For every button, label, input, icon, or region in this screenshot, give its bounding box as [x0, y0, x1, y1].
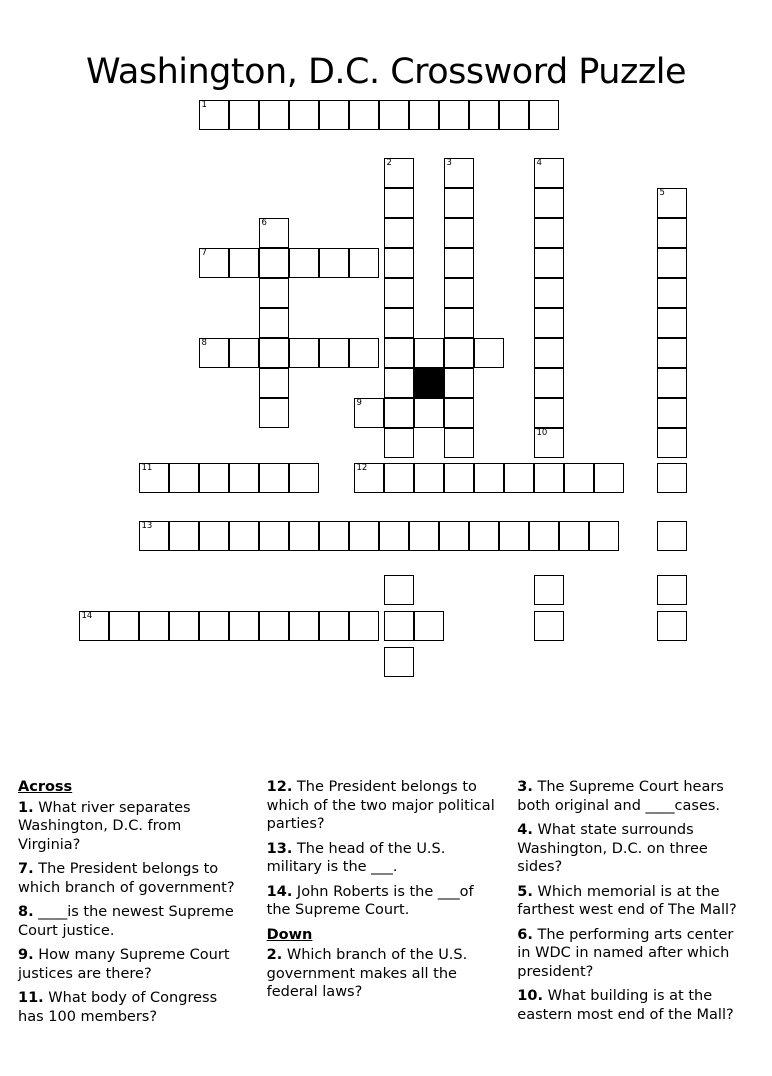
grid-cell[interactable]: [289, 463, 319, 493]
grid-cell[interactable]: [259, 521, 289, 551]
grid-cell[interactable]: [444, 338, 474, 368]
clue-text: Which branch of the U.S. government makes all the federal laws?: [266, 947, 468, 1000]
grid-cell[interactable]: [534, 398, 564, 428]
grid-cell[interactable]: [199, 463, 229, 493]
clue-text: The President belongs to which of the two major political parties?: [266, 779, 495, 832]
clue-number: 1.: [18, 799, 34, 816]
grid-cell[interactable]: [534, 188, 564, 218]
grid-cell[interactable]: [229, 463, 259, 493]
grid-cell[interactable]: [534, 611, 564, 641]
grid-cell[interactable]: [259, 463, 289, 493]
grid-cell[interactable]: [384, 338, 414, 368]
grid-cell[interactable]: [534, 278, 564, 308]
grid-cell[interactable]: [199, 248, 229, 278]
clue-text: How many Supreme Court justices are there?: [18, 947, 230, 982]
clue-text: The Supreme Court hears both original and ____cases.: [517, 779, 724, 814]
down-heading: Down: [266, 926, 313, 943]
clue-text: What building is at the eastern most end of the Mall?: [517, 988, 734, 1023]
grid-cell[interactable]: [289, 521, 319, 551]
clue-item: [517, 778, 748, 815]
grid-cell[interactable]: [444, 368, 474, 398]
cell-number: 8: [201, 338, 207, 348]
cell-number: 5: [659, 188, 665, 198]
grid-cell[interactable]: [384, 158, 414, 188]
grid-cell[interactable]: [439, 521, 469, 551]
grid-cell[interactable]: [474, 463, 504, 493]
grid-cell[interactable]: [657, 398, 687, 428]
clue-item: [517, 987, 748, 1024]
grid-cell[interactable]: [384, 308, 414, 338]
grid-cell[interactable]: [259, 218, 289, 248]
clue-number: 5.: [517, 883, 533, 900]
grid-cell[interactable]: [657, 521, 687, 551]
grid-cell[interactable]: [444, 248, 474, 278]
grid-cell[interactable]: [229, 521, 259, 551]
grid-cell[interactable]: [384, 248, 414, 278]
clue-text: The performing arts center in WDC in named after which president?: [517, 926, 734, 980]
grid-cell[interactable]: [414, 338, 444, 368]
crossword-grid: [0, 100, 772, 700]
clue-item: [18, 989, 247, 1026]
grid-cell[interactable]: [444, 463, 474, 493]
grid-cell[interactable]: [199, 100, 229, 130]
grid-cell[interactable]: [384, 428, 414, 458]
grid-cell[interactable]: [414, 611, 444, 641]
grid-cell[interactable]: [529, 100, 559, 130]
grid-cell[interactable]: [444, 398, 474, 428]
grid-cell[interactable]: [504, 463, 534, 493]
grid-cell[interactable]: [289, 611, 319, 641]
grid-cell[interactable]: [409, 521, 439, 551]
clue-number: 9.: [18, 947, 34, 963]
grid-cell[interactable]: [169, 521, 199, 551]
grid-cell[interactable]: [139, 463, 169, 493]
grid-cell[interactable]: [444, 308, 474, 338]
clue-number: 2.: [266, 947, 283, 963]
grid-cell[interactable]: [379, 100, 409, 130]
cell-number: 10: [536, 428, 548, 438]
grid-cell[interactable]: [534, 463, 564, 493]
grid-cell[interactable]: [319, 100, 349, 130]
grid-cell[interactable]: [354, 398, 384, 428]
grid-cell[interactable]: [384, 463, 414, 493]
grid-cell[interactable]: [289, 248, 319, 278]
clue-item: [18, 903, 247, 940]
cell-number: 3: [446, 158, 452, 168]
grid-cell[interactable]: [474, 338, 504, 368]
clues-column-3: [511, 778, 762, 1076]
grid-cell[interactable]: [139, 611, 169, 641]
grid-cell[interactable]: [384, 368, 414, 398]
clue-text: Which memorial is at the farthest west end of The Mall?: [517, 883, 737, 918]
grid-cell[interactable]: [319, 611, 349, 641]
grid-cell[interactable]: [589, 521, 619, 551]
clue-number: 3.: [517, 779, 533, 795]
cell-number: 6: [261, 218, 267, 228]
cell-number: 12: [356, 463, 368, 473]
grid-cell[interactable]: [414, 398, 444, 428]
grid-cell[interactable]: [534, 428, 564, 458]
clue-text: The President belongs to which branch of government?: [18, 861, 235, 896]
clue-number: 14.: [266, 883, 293, 900]
grid-cell[interactable]: [259, 100, 289, 130]
cell-number: 13: [141, 521, 153, 531]
cell-number: 4: [536, 158, 542, 168]
grid-cell[interactable]: [229, 338, 259, 368]
clues-section: [0, 778, 772, 1076]
grid-block: [414, 368, 444, 398]
grid-cell[interactable]: [199, 338, 229, 368]
grid-cell[interactable]: [657, 248, 687, 278]
grid-cell[interactable]: [349, 100, 379, 130]
grid-cell[interactable]: [594, 463, 624, 493]
cell-number: 2: [386, 158, 392, 168]
grid-cell[interactable]: [384, 647, 414, 677]
clue-item: [18, 860, 247, 897]
grid-cell[interactable]: [384, 398, 414, 428]
grid-cell[interactable]: [259, 338, 289, 368]
clue-item: [267, 946, 498, 1002]
clue-item: [267, 883, 498, 920]
clue-number: 11.: [18, 990, 44, 1006]
grid-cell[interactable]: [657, 218, 687, 248]
grid-cell[interactable]: [259, 611, 289, 641]
grid-cell[interactable]: [409, 100, 439, 130]
grid-cell[interactable]: [444, 188, 474, 218]
grid-cell[interactable]: [289, 338, 319, 368]
clue-text: John Roberts is the ___of the Supreme Court.: [266, 883, 474, 918]
grid-cell[interactable]: [349, 248, 379, 278]
cell-number: 7: [201, 248, 207, 258]
grid-cell[interactable]: [564, 463, 594, 493]
grid-cell[interactable]: [499, 100, 529, 130]
grid-cell[interactable]: [529, 521, 559, 551]
grid-cell[interactable]: [657, 611, 687, 641]
grid-cell[interactable]: [319, 338, 349, 368]
clue-item: [517, 926, 748, 982]
grid-cell[interactable]: [657, 368, 687, 398]
grid-cell[interactable]: [349, 521, 379, 551]
grid-cell[interactable]: [199, 521, 229, 551]
grid-cell[interactable]: [444, 278, 474, 308]
grid-cell[interactable]: [349, 611, 379, 641]
grid-cell[interactable]: [444, 428, 474, 458]
clues-column-2: [261, 778, 512, 1076]
clue-item: [517, 821, 748, 877]
grid-cell[interactable]: [534, 338, 564, 368]
grid-cell[interactable]: [259, 308, 289, 338]
clue-number: 7.: [18, 861, 34, 877]
clue-item: [267, 778, 498, 834]
grid-cell[interactable]: [229, 100, 259, 130]
grid-cell[interactable]: [199, 611, 229, 641]
grid-cell[interactable]: [259, 248, 289, 278]
grid-cell[interactable]: [169, 463, 199, 493]
grid-cell[interactable]: [229, 611, 259, 641]
grid-cell[interactable]: [384, 611, 414, 641]
grid-cell[interactable]: [109, 611, 139, 641]
clue-text: What state surrounds Washington, D.C. on three sides?: [517, 822, 708, 875]
cell-number: 9: [356, 398, 362, 408]
grid-cell[interactable]: [559, 521, 589, 551]
grid-cell[interactable]: [79, 611, 109, 641]
grid-cell[interactable]: [534, 248, 564, 278]
cell-number: 1: [201, 100, 207, 110]
grid-cell[interactable]: [349, 338, 379, 368]
grid-cell[interactable]: [319, 521, 349, 551]
cell-number: 11: [141, 463, 153, 473]
grid-cell[interactable]: [657, 428, 687, 458]
across-heading: Across: [18, 779, 73, 795]
page-title: Washington, D.C. Crossword Puzzle: [86, 52, 686, 92]
clue-number: 8.: [18, 904, 34, 920]
grid-cell[interactable]: [657, 308, 687, 338]
clue-item: [517, 883, 748, 920]
grid-cell[interactable]: [657, 188, 687, 218]
grid-cell[interactable]: [499, 521, 529, 551]
grid-cell[interactable]: [534, 368, 564, 398]
grid-cell[interactable]: [229, 248, 259, 278]
grid-cell[interactable]: [139, 521, 169, 551]
grid-cell[interactable]: [439, 100, 469, 130]
clue-number: 6.: [517, 926, 533, 943]
grid-cell[interactable]: [534, 308, 564, 338]
grid-cell[interactable]: [289, 100, 319, 130]
grid-cell[interactable]: [534, 218, 564, 248]
clue-text: What river separates Washington, D.C. from Virginia?: [18, 799, 191, 853]
grid-cell[interactable]: [657, 463, 687, 493]
grid-cell[interactable]: [657, 278, 687, 308]
grid-cell[interactable]: [414, 463, 444, 493]
grid-cell[interactable]: [657, 575, 687, 605]
clue-item: [18, 946, 247, 983]
clue-text: What body of Congress has 100 members?: [18, 990, 218, 1025]
cell-number: 14: [81, 611, 93, 621]
clues-column-1: [10, 778, 261, 1076]
grid-cell[interactable]: [534, 158, 564, 188]
grid-cell[interactable]: [169, 611, 199, 641]
grid-cell[interactable]: [469, 521, 499, 551]
grid-cell[interactable]: [384, 218, 414, 248]
clue-number: 13.: [266, 840, 293, 857]
grid-cell[interactable]: [469, 100, 499, 130]
clue-item: [267, 840, 498, 877]
clue-item: [18, 799, 247, 855]
grid-cell[interactable]: [384, 575, 414, 605]
grid-cell[interactable]: [379, 521, 409, 551]
clue-number: 12.: [266, 779, 293, 795]
grid-cell[interactable]: [259, 398, 289, 428]
grid-cell[interactable]: [319, 248, 349, 278]
clue-text: The head of the U.S. military is the ___.: [266, 840, 446, 875]
clue-number: 10.: [517, 988, 543, 1004]
grid-cell[interactable]: [444, 218, 474, 248]
clue-number: 4.: [517, 822, 533, 838]
grid-cell[interactable]: [259, 278, 289, 308]
grid-cell[interactable]: [444, 158, 474, 188]
grid-cell[interactable]: [384, 278, 414, 308]
grid-cell[interactable]: [259, 368, 289, 398]
grid-cell[interactable]: [657, 338, 687, 368]
grid-cell[interactable]: [384, 188, 414, 218]
clue-text: ____is the newest Supreme Court justice.: [18, 904, 234, 939]
grid-cell[interactable]: [534, 575, 564, 605]
grid-cell[interactable]: [354, 463, 384, 493]
